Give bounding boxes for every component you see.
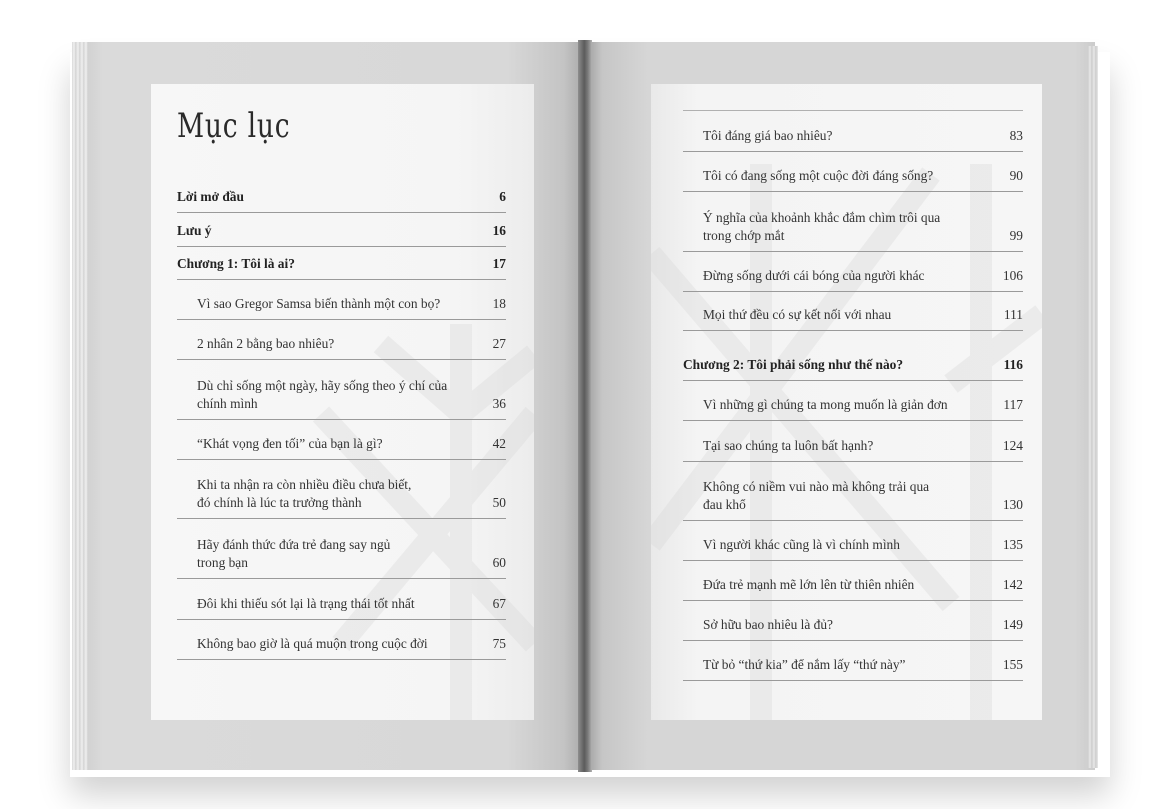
book-spine	[578, 40, 592, 772]
toc-entry	[177, 330, 506, 360]
toc-entry	[683, 200, 1023, 252]
toc-entry-page-number: 36	[492, 396, 506, 411]
toc-entry-page-number: 60	[492, 555, 506, 570]
toc-entry-title: “Khát vọng đen tối” của bạn là gì?	[197, 436, 383, 451]
toc-entry-page-number: 99	[1009, 228, 1023, 243]
toc-entry	[683, 300, 1023, 331]
toc-entry	[683, 120, 1023, 152]
toc-entry	[177, 218, 506, 247]
toc-entry-title: Lời mở đầu	[177, 189, 244, 204]
toc-entry-title: Đừng sống dưới cái bóng của người khác	[703, 268, 925, 283]
toc-entry	[177, 370, 506, 420]
left-page-edges	[72, 42, 88, 770]
toc-entry-title: Hãy đánh thức đứa trẻ đang say ngủ trong bạn	[197, 537, 391, 570]
toc-entry-title: Sở hữu bao nhiêu là đủ?	[703, 617, 833, 632]
toc-entry-title: Đứa trẻ mạnh mẽ lớn lên từ thiên nhiên	[703, 577, 915, 592]
toc-entry	[683, 610, 1023, 641]
toc-entry	[177, 290, 506, 320]
toc-entry-page-number: 17	[492, 256, 506, 271]
toc-entry-page-number: 149	[1002, 617, 1023, 632]
toc-entry-page-number: 42	[492, 436, 506, 451]
toc-entry-title: Tôi có đang sống một cuộc đời đáng sống?	[703, 168, 934, 183]
toc-entry-title: Khi ta nhận ra còn nhiều điều chưa biết, đó chính là lúc ta trưởng thành	[197, 477, 412, 510]
toc-entry-page-number: 90	[1009, 168, 1023, 183]
toc-entry	[177, 630, 506, 660]
page-title: Mục lục	[177, 106, 291, 146]
toc-entry-page-number: 50	[492, 495, 506, 510]
toc-entry	[683, 470, 1023, 521]
toc-entry	[177, 530, 506, 579]
toc-entry-page-number: 27	[492, 336, 506, 351]
toc-entry	[683, 390, 1023, 421]
toc-entry-page-number: 117	[1003, 397, 1023, 412]
toc-entry-title: Dù chỉ sống một ngày, hãy sống theo ý chí của chính mình	[197, 378, 448, 411]
toc-entry	[177, 186, 506, 213]
toc-entry	[683, 570, 1023, 601]
toc-entry-title: Vì sao Gregor Samsa biến thành một con bọ?	[197, 296, 441, 311]
toc-entry-page-number: 75	[492, 636, 506, 651]
toc-entry-title: Vì những gì chúng ta mong muốn là giản đơn	[703, 397, 948, 412]
toc-entry-page-number: 106	[1002, 268, 1023, 283]
toc-entry-title: Không có niềm vui nào mà không trải qua đau khổ	[703, 479, 930, 512]
toc-entry-title: Từ bỏ “thứ kia” để nắm lấy “thứ này”	[703, 657, 906, 672]
toc-entry	[177, 470, 506, 519]
toc-entry	[683, 260, 1023, 292]
toc-entry	[177, 430, 506, 460]
toc-entry	[683, 650, 1023, 681]
toc-entry	[177, 252, 506, 280]
toc-entry-title: Chương 2: Tôi phải sống như thế nào?	[683, 357, 904, 372]
toc-entry-page-number: 6	[499, 189, 506, 204]
toc-entry-page-number: 83	[1009, 128, 1023, 143]
toc-entry-title: Vì người khác cũng là vì chính mình	[703, 537, 900, 552]
toc-entry-title: Mọi thứ đều có sự kết nối với nhau	[703, 307, 892, 322]
toc-entry	[683, 530, 1023, 561]
toc-entry-page-number: 135	[1002, 537, 1023, 552]
toc-entry-page-number: 155	[1002, 657, 1023, 672]
toc-entry	[683, 430, 1023, 462]
toc-entry-page-number: 130	[1002, 497, 1023, 512]
toc-entry-title: Đôi khi thiếu sót lại là trạng thái tốt nhất	[197, 596, 415, 611]
toc-entry-page-number: 111	[1003, 307, 1023, 322]
toc-entry-title: 2 nhân 2 bằng bao nhiêu?	[197, 336, 335, 351]
toc-entry-title: Ý nghĩa của khoảnh khắc đắm chìm trôi qua trong chớp mắt	[703, 210, 941, 243]
toc-entry-page-number: 116	[1003, 357, 1023, 372]
toc-entry	[177, 590, 506, 620]
toc-entry-page-number: 67	[492, 596, 506, 611]
toc-entry-page-number: 18	[492, 296, 506, 311]
toc-entry-title: Tôi đáng giá bao nhiêu?	[703, 128, 833, 143]
toc-entry-title: Lưu ý	[177, 223, 212, 238]
toc-entry-page-number: 124	[1002, 438, 1023, 453]
toc-entry	[683, 160, 1023, 192]
toc-entry-page-number: 16	[492, 223, 506, 238]
right-top-rule	[683, 110, 1023, 111]
toc-entry-page-number: 142	[1002, 577, 1023, 592]
toc-entry	[683, 342, 1023, 381]
right-page-edges	[1088, 46, 1098, 768]
toc-entry-title: Không bao giờ là quá muộn trong cuộc đời	[197, 636, 428, 651]
toc-entry-title: Tại sao chúng ta luôn bất hạnh?	[703, 438, 874, 453]
toc-entry-title: Chương 1: Tôi là ai?	[177, 256, 295, 271]
